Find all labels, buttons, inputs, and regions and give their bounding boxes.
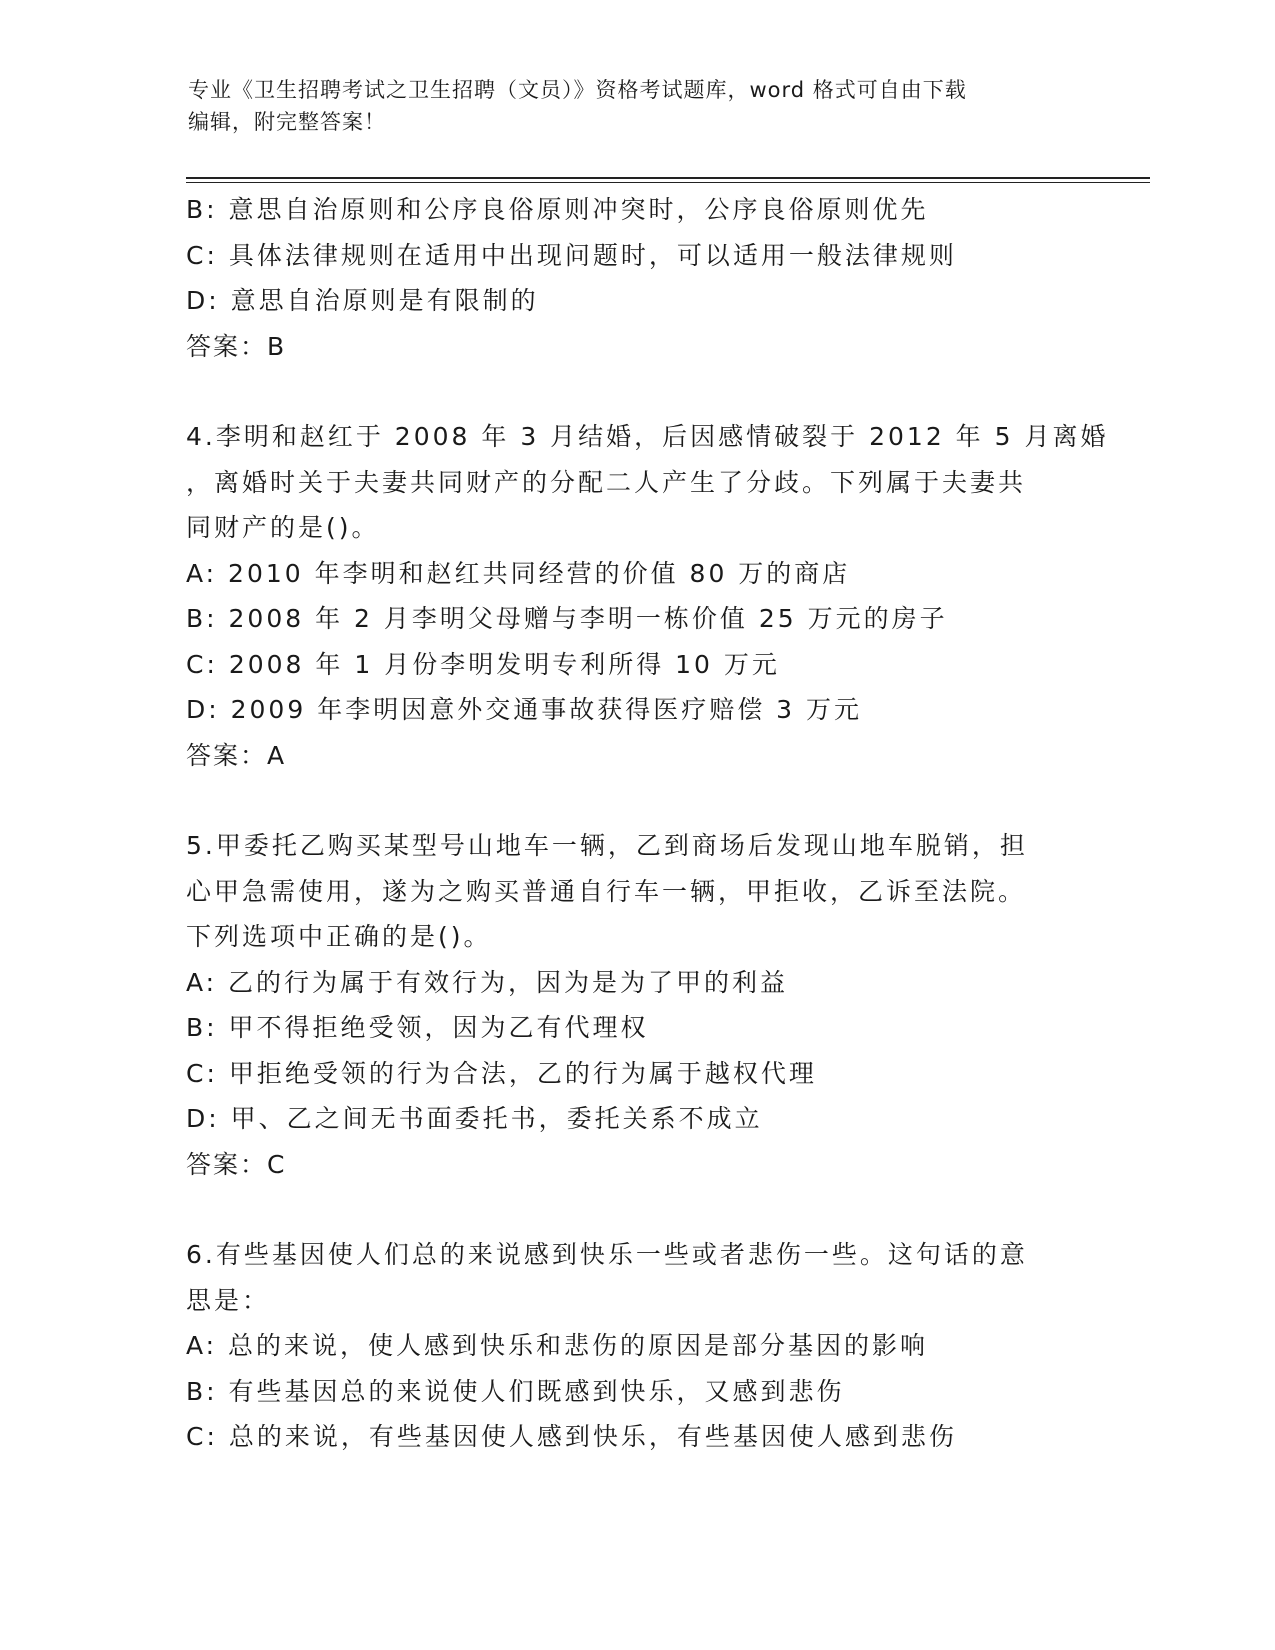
q4-answer: 答案：A	[186, 740, 287, 770]
q5-option-c: C: 甲拒绝受领的行为合法，乙的行为属于越权代理	[186, 1058, 817, 1088]
q6-stem-line: 思是：	[186, 1285, 271, 1315]
q3-answer: 答案：B	[186, 331, 287, 361]
q4-option-c: C: 2008 年 1 月份李明发明专利所得 10 万元	[186, 649, 780, 679]
question-4	[186, 414, 1109, 778]
header-line-2: 编辑，附完整答案！	[188, 110, 386, 134]
q5-option-b: B: 甲不得拒绝受领，因为乙有代理权	[186, 1013, 649, 1042]
question-content	[186, 187, 1109, 1460]
header-rule-thick	[186, 177, 1150, 179]
q4-option-b: B: 2008 年 2 月李明父母赠与李明一栋价值 25 万元的房子	[186, 604, 948, 633]
q6-option-a: A: 总的来说，使人感到快乐和悲伤的原因是部分基因的影响	[186, 1331, 929, 1360]
header-line-1: 专业《卫生招聘考试之卫生招聘（文员）》资格考试题库，word 格式可自由下载	[188, 78, 967, 102]
q6-option-b: B: 有些基因总的来说使人们既感到快乐，又感到悲伤	[186, 1376, 845, 1406]
spacer	[186, 778, 1066, 823]
q5-answer: 答案：C	[186, 1149, 287, 1179]
question-6	[186, 1232, 1066, 1460]
q4-stem-line: 同财产的是()。	[186, 513, 380, 542]
question-3	[186, 187, 1066, 369]
page-header	[188, 74, 1068, 138]
q5-stem-line: 5.甲委托乙购买某型号山地车一辆，乙到商场后发现山地车脱销，担	[186, 831, 1028, 860]
q4-option-d: D: 2009 年李明因意外交通事故获得医疗赔偿 3 万元	[186, 695, 862, 724]
q4-stem-line: ，离婚时关于夫妻共同财产的分配二人产生了分歧。下列属于夫妻共	[186, 467, 1027, 497]
header-rule-thin	[186, 182, 1150, 183]
q4-option-a: A: 2010 年李明和赵红共同经营的价值 80 万的商店	[186, 558, 851, 588]
q3-option-d: D: 意思自治原则是有限制的	[186, 286, 539, 315]
spacer	[186, 369, 1066, 414]
spacer	[186, 1187, 1066, 1232]
q4-stem-line: 4.李明和赵红于 2008 年 3 月结婚，后因感情破裂于 2012 年 5 月离婚	[186, 422, 1109, 451]
q5-stem-line: 下列选项中正确的是()。	[186, 922, 492, 951]
q6-stem-line: 6.有些基因使人们总的来说感到快乐一些或者悲伤一些。这句话的意	[186, 1240, 1028, 1269]
question-5	[186, 823, 1066, 1187]
q5-stem-line: 心甲急需使用，遂为之购买普通自行车一辆，甲拒收，乙诉至法院。	[186, 876, 1027, 906]
q5-option-a: A: 乙的行为属于有效行为，因为是为了甲的利益	[186, 967, 789, 997]
q6-option-c: C: 总的来说，有些基因使人感到快乐，有些基因使人感到悲伤	[186, 1422, 957, 1451]
q3-option-b: B: 意思自治原则和公序良俗原则冲突时，公序良俗原则优先	[186, 195, 929, 224]
q3-option-c: C: 具体法律规则在适用中出现问题时，可以适用一般法律规则	[186, 240, 957, 270]
q5-option-d: D: 甲、乙之间无书面委托书，委托关系不成立	[186, 1104, 763, 1133]
